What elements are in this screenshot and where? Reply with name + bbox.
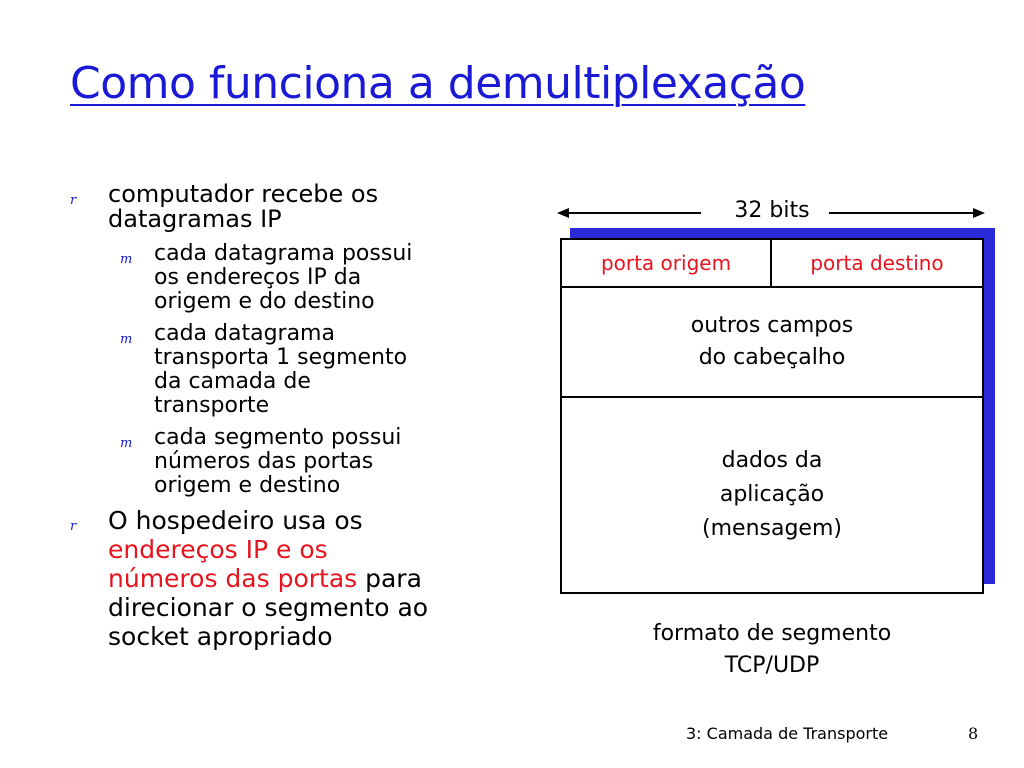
sub-bullet-text: origem e do destino <box>154 289 375 314</box>
sub-bullet-text: da camada de <box>154 369 311 394</box>
bullet-text-line <box>108 564 486 593</box>
bullet-marker-icon: r <box>70 193 77 208</box>
bullet-item <box>66 506 486 651</box>
sub-bullet-marker-icon: m <box>120 332 133 347</box>
slide-title: Como funciona a demultiplexação <box>70 58 806 109</box>
ports-row <box>562 240 982 288</box>
bullet-text: direcionar o segmento ao <box>108 593 429 622</box>
sub-bullet-text: os endereços IP da <box>154 265 362 290</box>
highlight-text: endereços IP e os <box>108 535 328 564</box>
sub-bullet-item <box>66 322 486 418</box>
other-fields-text: do cabeçalho <box>698 345 846 370</box>
sub-bullet-marker-icon: m <box>120 252 133 267</box>
sub-bullet-text: origem e destino <box>154 473 341 498</box>
bit-width-indicator <box>557 198 987 228</box>
bullet-text: socket apropriado <box>108 622 333 651</box>
slide-footer: 3: Camada de Transporte <box>686 724 889 743</box>
sub-bullet-item <box>66 242 486 314</box>
caption-text: formato de segmento <box>652 621 892 646</box>
bullet-text: computador recebe os <box>108 180 379 208</box>
sub-bullet-text: cada datagrama possui <box>154 241 413 266</box>
bullet-text: O hospedeiro usa os <box>108 506 363 535</box>
app-data-text: aplicação <box>719 482 825 507</box>
caption-text: TCP/UDP <box>724 653 820 678</box>
segment-format-box <box>560 238 984 594</box>
other-fields-text: outros campos <box>690 313 854 338</box>
sub-bullet-text: cada datagrama <box>154 321 335 346</box>
dest-port-field: porta destino <box>810 251 944 275</box>
bullet-marker-icon: r <box>70 519 77 534</box>
diagram-caption <box>560 618 984 682</box>
bullet-text: datagramas IP <box>108 205 282 233</box>
bits-label: 32 bits <box>734 198 810 223</box>
page-number: 8 <box>968 724 979 743</box>
sub-bullet-text: transporte <box>154 393 270 418</box>
sub-bullet-marker-icon: m <box>120 436 133 451</box>
other-header-fields <box>562 288 982 398</box>
source-port-field: porta origem <box>562 240 772 286</box>
app-data-text: dados da <box>721 448 823 473</box>
app-data-text: (mensagem) <box>702 516 842 541</box>
highlight-text: números das portas <box>108 564 358 593</box>
bullet-item <box>66 182 486 232</box>
application-data-field <box>562 398 982 592</box>
sub-bullet-text: transporta 1 segmento <box>154 345 408 370</box>
sub-bullet-item <box>66 426 486 498</box>
sub-bullet-text: números das portas <box>154 449 374 474</box>
bullet-text: para <box>357 564 422 593</box>
sub-bullet-text: cada segmento possui <box>154 425 402 450</box>
bullet-list <box>66 182 486 661</box>
